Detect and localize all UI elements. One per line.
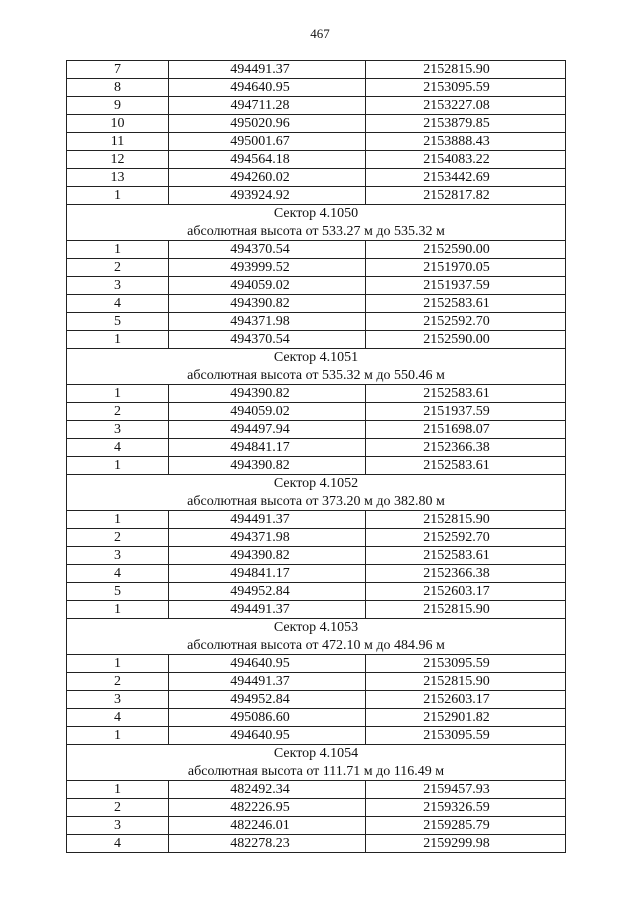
table-row (67, 727, 566, 745)
point-number-cell: 7 (67, 61, 169, 79)
sector-title: Сектор 4.1054 (67, 745, 566, 763)
table-row (67, 565, 566, 583)
y-coordinate-cell: 2154083.22 (366, 151, 566, 169)
table-row (67, 169, 566, 187)
point-number-cell: 1 (67, 511, 169, 529)
table-row (67, 673, 566, 691)
y-coordinate-cell: 2152592.70 (366, 529, 566, 547)
sector-altitude-row (67, 762, 566, 781)
sector-altitude: абсолютная высота от 535.32 м до 550.46 м (67, 366, 566, 385)
y-coordinate-cell: 2153442.69 (366, 169, 566, 187)
y-coordinate-cell: 2159285.79 (366, 817, 566, 835)
point-number-cell: 1 (67, 331, 169, 349)
y-coordinate-cell: 2153879.85 (366, 115, 566, 133)
sector-altitude: абсолютная высота от 472.10 м до 484.96 м (67, 636, 566, 655)
x-coordinate-cell: 494390.82 (169, 385, 366, 403)
point-number-cell: 2 (67, 259, 169, 277)
x-coordinate-cell: 493924.92 (169, 187, 366, 205)
table-row (67, 511, 566, 529)
y-coordinate-cell: 2151970.05 (366, 259, 566, 277)
y-coordinate-cell: 2153095.59 (366, 727, 566, 745)
point-number-cell: 4 (67, 835, 169, 853)
x-coordinate-cell: 494390.82 (169, 457, 366, 475)
y-coordinate-cell: 2152366.38 (366, 565, 566, 583)
y-coordinate-cell: 2152815.90 (366, 511, 566, 529)
point-number-cell: 8 (67, 79, 169, 97)
table-row (67, 817, 566, 835)
sector-altitude-row (67, 636, 566, 655)
point-number-cell: 3 (67, 277, 169, 295)
point-number-cell: 3 (67, 421, 169, 439)
x-coordinate-cell: 482492.34 (169, 781, 366, 799)
table-row (67, 295, 566, 313)
y-coordinate-cell: 2152815.90 (366, 601, 566, 619)
table-row (67, 709, 566, 727)
table-row (67, 781, 566, 799)
page-number: 467 (310, 26, 330, 41)
sector-altitude-row (67, 222, 566, 241)
x-coordinate-cell: 494371.98 (169, 529, 366, 547)
x-coordinate-cell: 494952.84 (169, 583, 366, 601)
y-coordinate-cell: 2152817.82 (366, 187, 566, 205)
table-row (67, 529, 566, 547)
x-coordinate-cell: 494260.02 (169, 169, 366, 187)
y-coordinate-cell: 2159299.98 (366, 835, 566, 853)
point-number-cell: 4 (67, 565, 169, 583)
point-number-cell: 2 (67, 673, 169, 691)
sector-title: Сектор 4.1053 (67, 619, 566, 637)
y-coordinate-cell: 2151937.59 (366, 277, 566, 295)
sector-altitude: абсолютная высота от 533.27 м до 535.32 м (67, 222, 566, 241)
y-coordinate-cell: 2152590.00 (366, 331, 566, 349)
table-row (67, 277, 566, 295)
x-coordinate-cell: 494564.18 (169, 151, 366, 169)
table-row (67, 421, 566, 439)
sector-title-row (67, 475, 566, 493)
y-coordinate-cell: 2152590.00 (366, 241, 566, 259)
x-coordinate-cell: 494390.82 (169, 295, 366, 313)
point-number-cell: 4 (67, 439, 169, 457)
point-number-cell: 13 (67, 169, 169, 187)
table-row (67, 259, 566, 277)
sector-title-row (67, 349, 566, 367)
point-number-cell: 1 (67, 655, 169, 673)
x-coordinate-cell: 494640.95 (169, 727, 366, 745)
point-number-cell: 12 (67, 151, 169, 169)
point-number-cell: 3 (67, 547, 169, 565)
y-coordinate-cell: 2151698.07 (366, 421, 566, 439)
point-number-cell: 10 (67, 115, 169, 133)
point-number-cell: 2 (67, 529, 169, 547)
y-coordinate-cell: 2152583.61 (366, 295, 566, 313)
point-number-cell: 3 (67, 817, 169, 835)
table-row (67, 799, 566, 817)
x-coordinate-cell: 482278.23 (169, 835, 366, 853)
table-row (67, 691, 566, 709)
x-coordinate-cell: 494952.84 (169, 691, 366, 709)
y-coordinate-cell: 2152592.70 (366, 313, 566, 331)
y-coordinate-cell: 2152901.82 (366, 709, 566, 727)
sector-title: Сектор 4.1051 (67, 349, 566, 367)
coordinates-table (66, 60, 566, 853)
x-coordinate-cell: 494497.94 (169, 421, 366, 439)
sector-title: Сектор 4.1050 (67, 205, 566, 223)
table-row (67, 187, 566, 205)
point-number-cell: 1 (67, 457, 169, 475)
x-coordinate-cell: 494640.95 (169, 79, 366, 97)
x-coordinate-cell: 494491.37 (169, 673, 366, 691)
point-number-cell: 1 (67, 781, 169, 799)
table-row (67, 439, 566, 457)
x-coordinate-cell: 494059.02 (169, 277, 366, 295)
y-coordinate-cell: 2152603.17 (366, 691, 566, 709)
point-number-cell: 4 (67, 709, 169, 727)
point-number-cell: 2 (67, 799, 169, 817)
point-number-cell: 5 (67, 583, 169, 601)
y-coordinate-cell: 2159326.59 (366, 799, 566, 817)
table-row (67, 583, 566, 601)
sector-title-row (67, 205, 566, 223)
x-coordinate-cell: 495020.96 (169, 115, 366, 133)
table-row (67, 241, 566, 259)
x-coordinate-cell: 494841.17 (169, 439, 366, 457)
point-number-cell: 5 (67, 313, 169, 331)
table-row (67, 547, 566, 565)
x-coordinate-cell: 494640.95 (169, 655, 366, 673)
table-row (67, 403, 566, 421)
sector-title-row (67, 745, 566, 763)
x-coordinate-cell: 494491.37 (169, 601, 366, 619)
point-number-cell: 1 (67, 187, 169, 205)
point-number-cell: 9 (67, 97, 169, 115)
y-coordinate-cell: 2152815.90 (366, 61, 566, 79)
x-coordinate-cell: 495001.67 (169, 133, 366, 151)
point-number-cell: 4 (67, 295, 169, 313)
x-coordinate-cell: 493999.52 (169, 259, 366, 277)
x-coordinate-cell: 494491.37 (169, 511, 366, 529)
x-coordinate-cell: 482246.01 (169, 817, 366, 835)
sector-altitude-row (67, 366, 566, 385)
table-row (67, 79, 566, 97)
table-row (67, 835, 566, 853)
point-number-cell: 1 (67, 727, 169, 745)
x-coordinate-cell: 494390.82 (169, 547, 366, 565)
sector-title: Сектор 4.1052 (67, 475, 566, 493)
coordinates-table-body (67, 61, 566, 853)
point-number-cell: 3 (67, 691, 169, 709)
sector-title-row (67, 619, 566, 637)
y-coordinate-cell: 2159457.93 (366, 781, 566, 799)
point-number-cell: 11 (67, 133, 169, 151)
y-coordinate-cell: 2152583.61 (366, 547, 566, 565)
point-number-cell: 2 (67, 403, 169, 421)
y-coordinate-cell: 2153888.43 (366, 133, 566, 151)
x-coordinate-cell: 494841.17 (169, 565, 366, 583)
table-row (67, 151, 566, 169)
y-coordinate-cell: 2153095.59 (366, 79, 566, 97)
table-row (67, 97, 566, 115)
y-coordinate-cell: 2151937.59 (366, 403, 566, 421)
x-coordinate-cell: 495086.60 (169, 709, 366, 727)
point-number-cell: 1 (67, 385, 169, 403)
x-coordinate-cell: 482226.95 (169, 799, 366, 817)
y-coordinate-cell: 2152583.61 (366, 457, 566, 475)
table-row (67, 385, 566, 403)
sector-altitude: абсолютная высота от 373.20 м до 382.80 м (67, 492, 566, 511)
x-coordinate-cell: 494059.02 (169, 403, 366, 421)
sector-altitude: абсолютная высота от 111.71 м до 116.49 м (67, 762, 566, 781)
x-coordinate-cell: 494370.54 (169, 331, 366, 349)
y-coordinate-cell: 2153095.59 (366, 655, 566, 673)
x-coordinate-cell: 494711.28 (169, 97, 366, 115)
y-coordinate-cell: 2152583.61 (366, 385, 566, 403)
point-number-cell: 1 (67, 601, 169, 619)
y-coordinate-cell: 2152366.38 (366, 439, 566, 457)
x-coordinate-cell: 494371.98 (169, 313, 366, 331)
y-coordinate-cell: 2152815.90 (366, 673, 566, 691)
y-coordinate-cell: 2152603.17 (366, 583, 566, 601)
table-row (67, 133, 566, 151)
y-coordinate-cell: 2153227.08 (366, 97, 566, 115)
table-row (67, 115, 566, 133)
table-row (67, 313, 566, 331)
table-row (67, 61, 566, 79)
table-row (67, 457, 566, 475)
table-row (67, 655, 566, 673)
table-row (67, 331, 566, 349)
x-coordinate-cell: 494370.54 (169, 241, 366, 259)
table-row (67, 601, 566, 619)
x-coordinate-cell: 494491.37 (169, 61, 366, 79)
point-number-cell: 1 (67, 241, 169, 259)
sector-altitude-row (67, 492, 566, 511)
